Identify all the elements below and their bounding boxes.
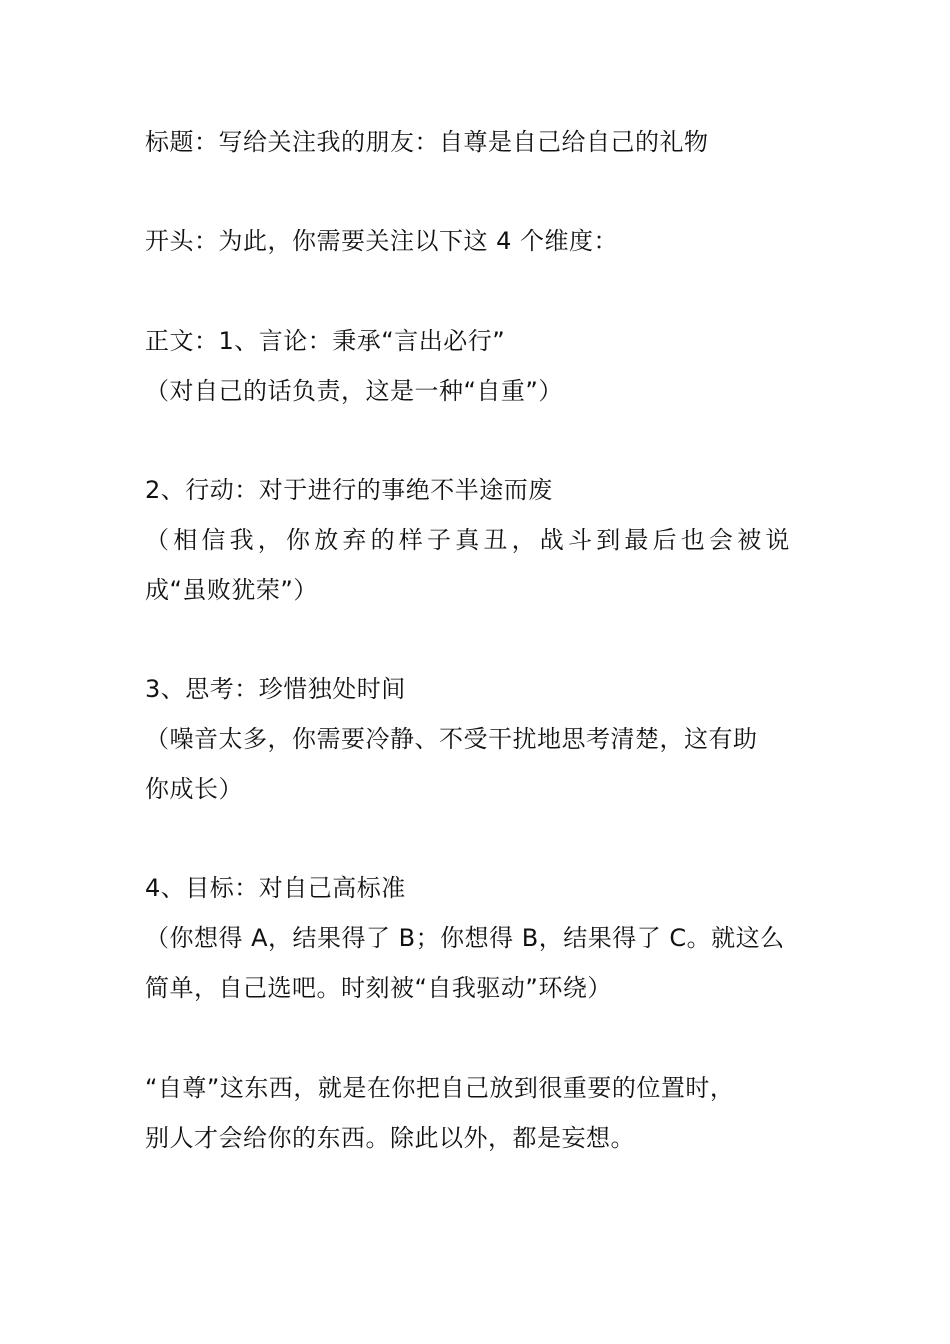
point-2-note-line-1: （相信我，你放弃的样子真丑，战斗到最后也会被说 <box>145 526 794 554</box>
point-1-note: （对自己的话负责，这是一种“自重”） <box>145 377 563 405</box>
point-2-note-line-2: 成“虽败犹荣”） <box>145 576 318 604</box>
point-2-heading: 2、行动：对于进行的事绝不半途而废 <box>145 476 553 504</box>
point-4-note-line-1: （你想得 A，结果得了 B；你想得 B，结果得了 C。就这么 <box>145 924 785 952</box>
point-4-heading: 4、目标：对自己高标准 <box>145 874 406 902</box>
title-line: 标题：写给关注我的朋友：自尊是自己给自己的礼物 <box>145 128 709 156</box>
point-4-note-line-2: 简单，自己选吧。时刻被“自我驱动”环绕） <box>145 974 612 1002</box>
point-3-note-line-2: 你成长） <box>145 775 243 803</box>
closing-line-1: “自尊”这东西，就是在你把自己放到很重要的位置时， <box>145 1074 735 1102</box>
opening-line: 开头：为此，你需要关注以下这 4 个维度： <box>145 227 619 255</box>
point-3-heading: 3、思考：珍惜独处时间 <box>145 675 406 703</box>
body-intro-line: 正文：1、言论：秉承“言出必行” <box>145 327 506 355</box>
closing-line-2: 别人才会给你的东西。除此以外，都是妄想。 <box>145 1124 635 1152</box>
point-3-note-line-1: （噪音太多，你需要冷静、不受干扰地思考清楚，这有助 <box>145 725 758 753</box>
